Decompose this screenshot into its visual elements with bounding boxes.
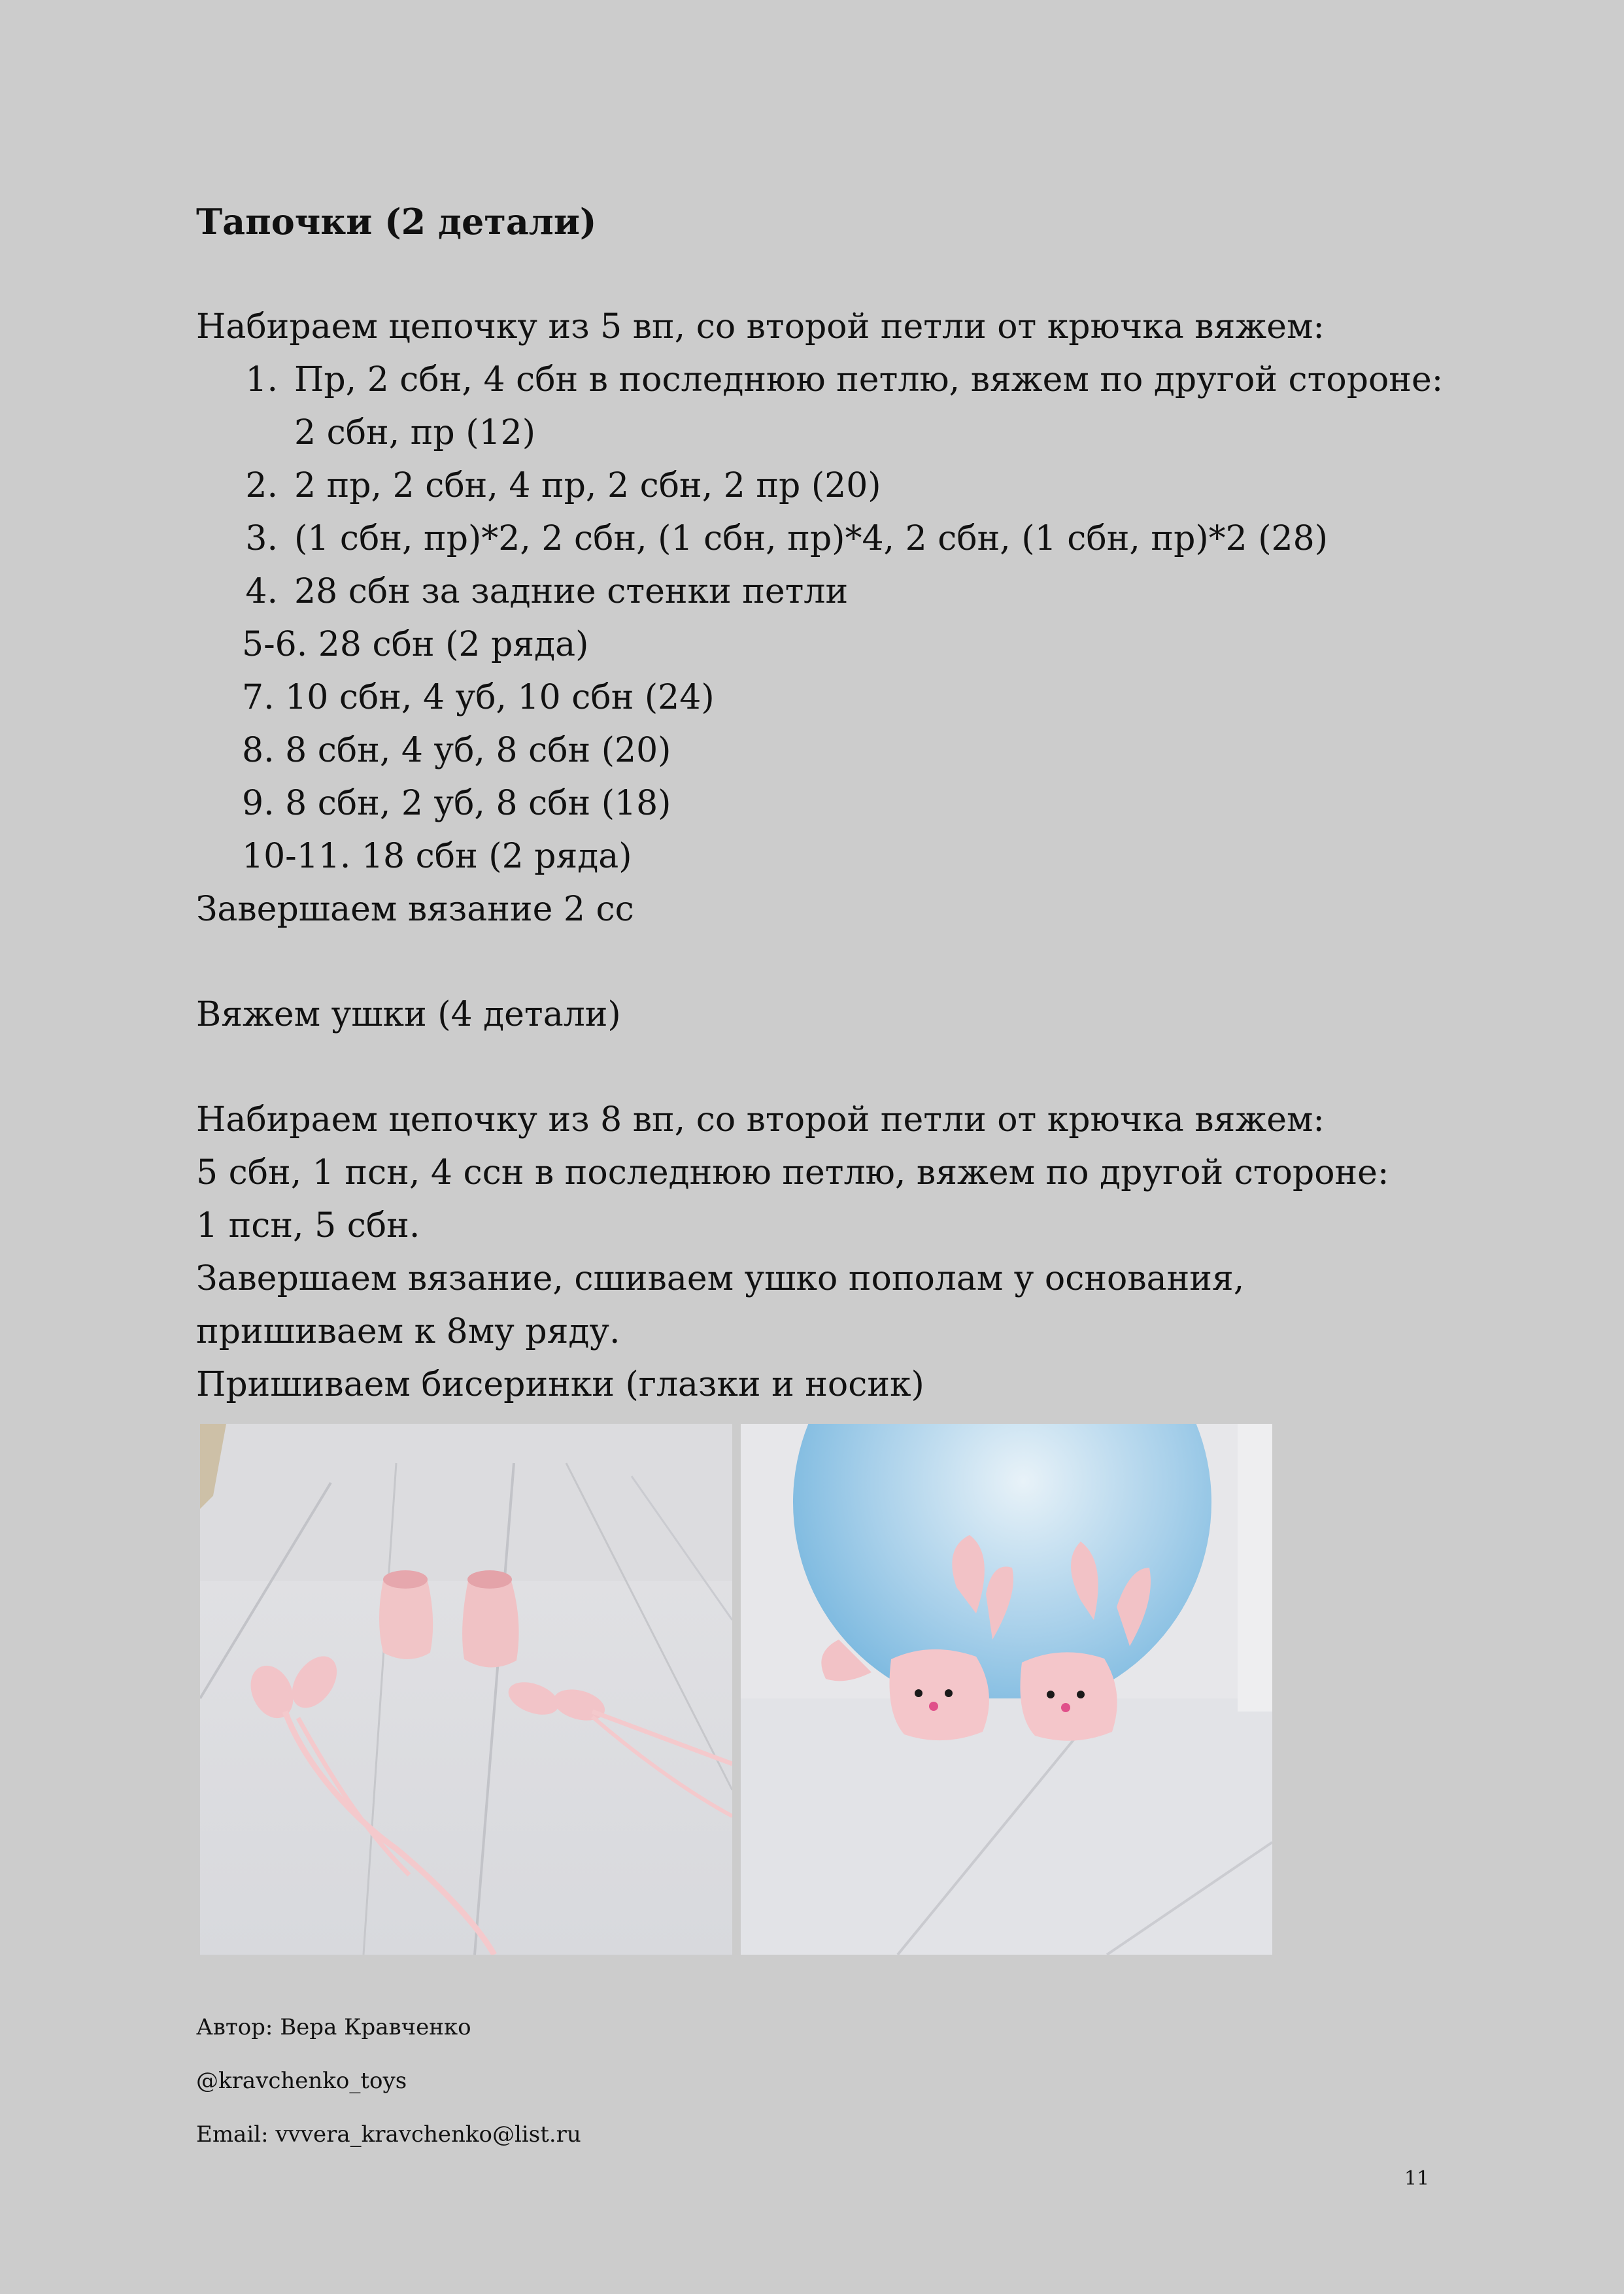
list-item-number: 1. [245, 360, 278, 399]
page-number: 11 [1404, 2167, 1430, 2190]
list-item-number: 3. [245, 519, 278, 558]
photo-bunny-slippers-image [741, 1424, 1272, 1955]
step-line: 9. 8 сбн, 2 уб, 8 сбн (18) [242, 784, 671, 823]
photo-row [200, 1424, 1272, 1955]
author-name: Автор: Вера Кравченко [196, 2014, 471, 2040]
ears-line: 5 сбн, 1 псн, 4 ссн в последнюю петлю, вяжем по другой стороне: [196, 1153, 1389, 1192]
list-item [196, 513, 1478, 565]
instagram-handle: @kravchenko_toys [196, 2068, 407, 2094]
author-footer [196, 2000, 581, 2161]
spacer [196, 1041, 1478, 1094]
step-line: 10-11. 18 сбн (2 ряда) [242, 837, 632, 876]
photo-bunny-slippers [741, 1424, 1272, 1955]
list-item-text: 2 пр, 2 сбн, 4 пр, 2 сбн, 2 пр (20) [294, 466, 881, 505]
ears-heading: Вяжем ушки (4 детали) [196, 995, 621, 1034]
ordered-steps-list [196, 354, 1478, 618]
list-item-number: 2. [245, 466, 278, 505]
step-line: 8. 8 сбн, 4 уб, 8 сбн (20) [242, 731, 671, 770]
list-item [196, 460, 1478, 513]
finish-text: Завершаем вязание 2 сс [196, 890, 634, 929]
extra-steps-list [196, 618, 1478, 883]
list-item-number: 4. [245, 572, 278, 611]
spacer [196, 936, 1478, 988]
ears-line: Завершаем вязание, сшиваем ушко пополам у основания, [196, 1259, 1245, 1298]
photo-slipper-parts-image [200, 1424, 732, 1955]
author-email: Email: vvvera_kravchenko@list.ru [196, 2121, 581, 2148]
ears-line: Набираем цепочку из 8 вп, со второй петли от крючка вяжем: [196, 1100, 1325, 1139]
photo-slipper-parts [200, 1424, 732, 1955]
list-item-text: (1 сбн, пр)*2, 2 сбн, (1 сбн, пр)*4, 2 сбн, (1 сбн, пр)*2 (28) [294, 519, 1328, 558]
list-item [196, 354, 1478, 460]
spacer [196, 247, 1478, 301]
document-body [196, 196, 1478, 1411]
ears-line: пришиваем к 8му ряду. [196, 1312, 620, 1351]
step-line: 5-6. 28 сбн (2 ряда) [242, 625, 589, 664]
list-item-text: Пр, 2 сбн, 4 сбн в последнюю петлю, вяжем по другой стороне: [294, 360, 1444, 399]
ears-line: Пришиваем бисеринки (глазки и носик) [196, 1365, 924, 1404]
list-item-text: 28 сбн за задние стенки петли [294, 572, 849, 611]
intro-text: Набираем цепочку из 5 вп, со второй петли от крючка вяжем: [196, 307, 1325, 346]
list-item-continuation: 2 сбн, пр (12) [294, 413, 535, 452]
step-line: 7. 10 сбн, 4 уб, 10 сбн (24) [242, 678, 715, 717]
section-title: Тапочки (2 детали) [196, 201, 597, 243]
list-item [196, 565, 1478, 618]
ears-line: 1 псн, 5 сбн. [196, 1206, 420, 1245]
